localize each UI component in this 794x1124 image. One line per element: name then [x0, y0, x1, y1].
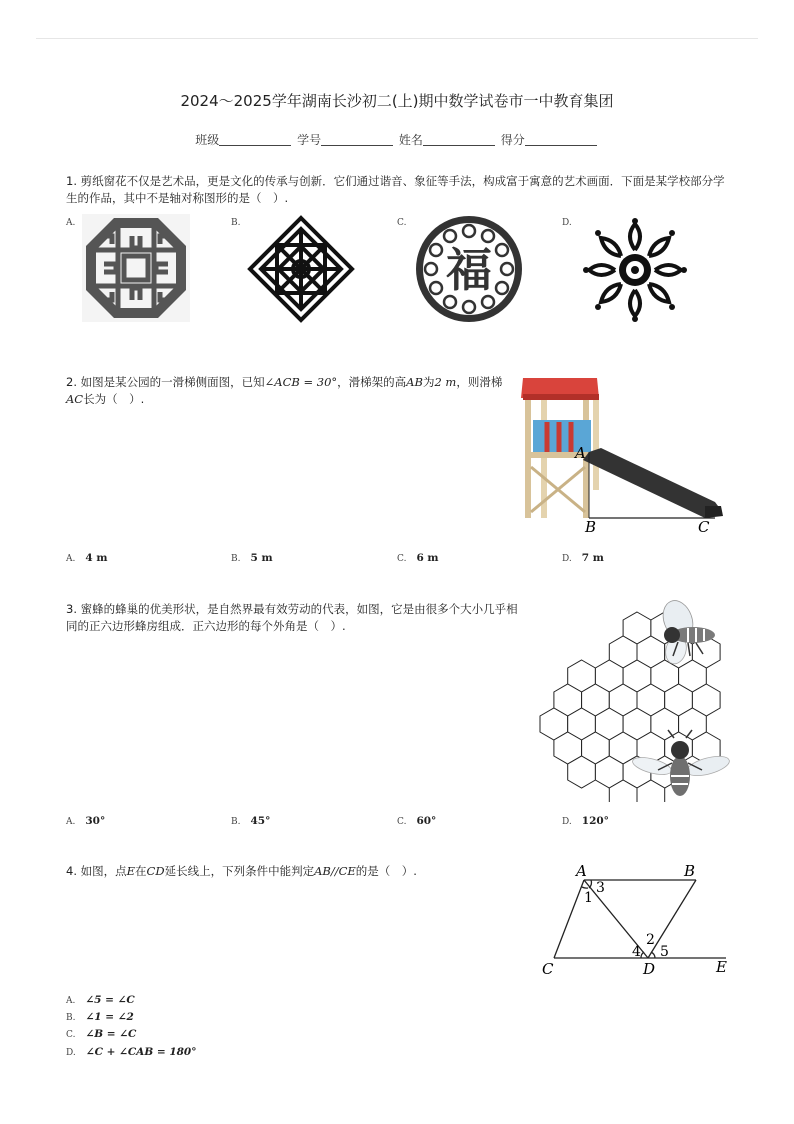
q2-option-c[interactable]	[397, 551, 439, 564]
q3-option-a-label: A.	[66, 817, 76, 827]
q3-option-b-label: B.	[231, 817, 241, 827]
q3-option-d[interactable]	[562, 814, 609, 827]
q2-point-c: C	[698, 518, 710, 536]
q3-option-b-value: 45°	[250, 815, 271, 827]
class-label: 班级	[195, 133, 220, 147]
q4-label-e: E	[716, 958, 727, 976]
q2-option-a[interactable]	[66, 551, 107, 564]
parallelogram-figure	[536, 860, 736, 980]
q2-option-d[interactable]	[562, 551, 604, 564]
q4-parallel: AB//CE	[314, 864, 356, 878]
q4-text-a: 4. 如图，点	[66, 864, 127, 878]
q2-option-c-value: 6 m	[416, 552, 439, 564]
q1-option-c-label: C.	[397, 218, 407, 228]
q2-option-b-label: B.	[231, 554, 241, 564]
q4-option-c-value: ∠B = ∠C	[85, 1028, 137, 1040]
q4-angle-1: 1	[584, 890, 593, 906]
q4-angle-5: 5	[660, 944, 669, 960]
q4-label-d: D	[643, 960, 656, 978]
id-label: 学号	[297, 133, 322, 147]
q3-option-d-value: 120°	[581, 815, 609, 827]
q3-option-a-value: 30°	[85, 815, 106, 827]
q4-text-b: 在	[135, 864, 147, 878]
q2-text-e: 长为（ ）.	[83, 392, 145, 406]
q2-text-b: ，滑梯架的高	[337, 375, 407, 389]
q3-option-c[interactable]	[397, 814, 436, 827]
score-blank[interactable]	[525, 133, 597, 146]
q4-option-a-value: ∠5 = ∠C	[85, 994, 135, 1006]
snowflake-pattern-window-icon[interactable]	[580, 215, 690, 325]
round-fu-character-window-icon[interactable]	[414, 214, 524, 324]
q3-option-c-value: 60°	[416, 815, 437, 827]
q2-option-a-label: A.	[66, 554, 76, 564]
q2-text-d: ，则滑梯	[456, 375, 503, 389]
q4-text-d: 的是（ ）.	[355, 864, 417, 878]
question-2-text	[66, 374, 506, 408]
q4-option-b[interactable]	[66, 1010, 134, 1023]
q2-option-b[interactable]	[231, 551, 273, 564]
honeycomb-figure	[528, 598, 730, 802]
octagon-lattice-window-icon[interactable]	[82, 214, 190, 322]
q4-option-c-label: C.	[66, 1030, 76, 1040]
id-blank[interactable]	[321, 133, 393, 146]
exam-title: 2024～2025学年湖南长沙初二(上)期中数学试卷市一中教育集团	[180, 92, 614, 110]
q4-option-c[interactable]	[66, 1027, 136, 1040]
student-info-row	[0, 131, 794, 148]
q2-option-d-value: 7 m	[581, 552, 604, 564]
question-3-text: 3. 蜜蜂的蜂巢的优美形状，是自然界最有效劳动的代表，如图，它是由很多个大小几乎相同的正六边形蜂房组成．正六边形的每个外角是（ ）.	[66, 602, 518, 633]
q4-option-d-value: ∠C + ∠CAB = 180°	[85, 1046, 197, 1058]
q2-seg2: AC	[66, 392, 84, 406]
q1-option-b-label: B.	[231, 218, 241, 228]
q2-text-c: 为	[422, 375, 435, 389]
q4-label-c: C	[542, 960, 554, 978]
q3-option-b[interactable]	[231, 814, 270, 827]
q4-option-b-value: ∠1 = ∠2	[85, 1011, 134, 1023]
q4-option-d[interactable]	[66, 1045, 196, 1058]
q2-seg: AB	[406, 375, 423, 389]
q4-angle-4: 4	[632, 944, 641, 960]
q2-text-a: 2. 如图是某公园的一滑梯侧面图，已知	[66, 375, 265, 389]
q2-point-b: B	[585, 518, 597, 536]
q4-label-b: B	[684, 862, 696, 880]
q3-option-d-label: D.	[562, 817, 572, 827]
q4-option-b-label: B.	[66, 1013, 76, 1023]
q4-line: CD	[146, 864, 165, 878]
class-blank[interactable]	[219, 133, 291, 146]
q4-angle-3: 3	[596, 880, 605, 896]
q2-option-c-label: C.	[397, 554, 407, 564]
q4-option-a[interactable]	[66, 993, 135, 1006]
q1-option-d-label: D.	[562, 218, 572, 228]
slide-figure	[515, 372, 730, 537]
name-blank[interactable]	[423, 133, 495, 146]
q3-option-a[interactable]	[66, 814, 105, 827]
q4-text-c: 延长线上，下列条件中能判定	[164, 864, 315, 878]
q2-angle: ∠ACB = 30°	[264, 375, 338, 389]
score-label: 得分	[500, 133, 525, 147]
fu-character: 福	[446, 243, 492, 297]
q4-option-a-label: A.	[66, 996, 76, 1006]
q1-option-a-label: A.	[66, 218, 76, 228]
q2-height: 2 m	[434, 375, 457, 389]
q2-option-a-value: 4 m	[85, 552, 108, 564]
q4-option-d-label: D.	[66, 1048, 76, 1058]
question-4-text	[66, 863, 526, 880]
q4-angle-2: 2	[646, 932, 655, 948]
q2-option-b-value: 5 m	[250, 552, 273, 564]
q4-label-a: A	[576, 862, 587, 880]
q4-point: E	[126, 864, 136, 878]
name-label: 姓名	[398, 133, 423, 147]
q2-point-a: A	[575, 444, 586, 462]
q3-option-c-label: C.	[397, 817, 407, 827]
question-1-text: 1. 剪纸窗花不仅是艺术品，更是文化的传承与创新．它们通过谐音、象征等手法，构成富于寓意的艺术画面．下面是某学校部分学生的作品，其中不是轴对称图形的是（ ）.	[66, 174, 725, 205]
diamond-knot-window-icon[interactable]	[247, 215, 355, 323]
header-rule	[36, 38, 758, 39]
q2-option-d-label: D.	[562, 554, 572, 564]
